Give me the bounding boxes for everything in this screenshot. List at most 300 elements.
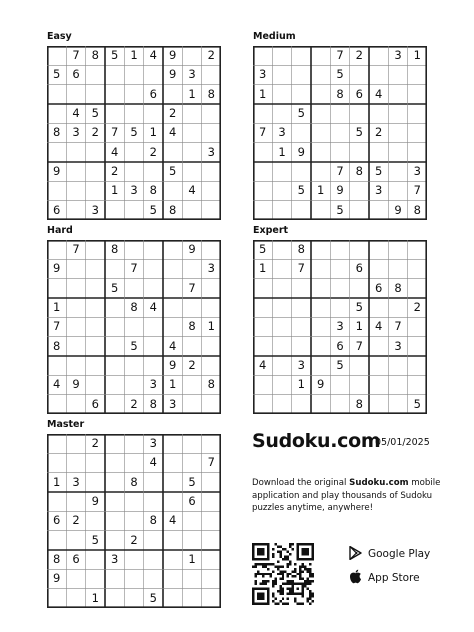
sudoku-cell [163, 473, 182, 492]
sudoku-cell: 8 [91, 48, 99, 62]
sudoku-cell [202, 492, 221, 511]
sudoku-cell [144, 531, 163, 550]
sudoku-cell [272, 46, 291, 65]
puzzle-date: 05/01/2025 [375, 437, 430, 448]
sudoku-cell: 5 [336, 67, 344, 82]
sudoku-cell [163, 85, 182, 104]
sudoku-cell [124, 550, 143, 569]
sudoku-cell [105, 85, 124, 104]
sudoku-cell [408, 317, 427, 336]
sudoku-cell [369, 201, 388, 220]
sudoku-cell: 8 [53, 125, 61, 140]
sudoku-cell [272, 201, 291, 220]
sudoku-cell: 4 [149, 300, 157, 314]
sudoku-cell [47, 492, 66, 511]
sudoku-cell: 3 [149, 377, 157, 392]
sudoku-cell: 9 [317, 377, 325, 392]
sudoku-cell: 8 [355, 396, 363, 411]
sudoku-cell [47, 181, 66, 200]
sudoku-cell [408, 85, 427, 104]
sudoku-cell: 2 [413, 300, 421, 314]
sudoku-cell [388, 259, 407, 278]
sudoku-grid [47, 240, 221, 414]
sudoku-cell [105, 511, 124, 530]
sudoku-cell [124, 511, 143, 530]
sudoku-cell: 7 [413, 183, 421, 198]
sudoku-cell [253, 104, 272, 123]
sudoku-cell: 8 [130, 474, 138, 489]
sudoku-cell [182, 162, 201, 181]
sudoku-cell [86, 143, 105, 162]
sudoku-cell [47, 453, 66, 472]
sudoku-cell [105, 317, 124, 336]
sudoku-cell: 4 [149, 455, 157, 470]
sudoku-cell: 1 [188, 552, 196, 566]
sudoku-cell [86, 337, 105, 356]
sudoku-cell [144, 240, 163, 259]
sudoku-cell: 7 [207, 455, 215, 470]
sudoku-cell: 3 [207, 144, 215, 159]
sudoku-cell [66, 279, 85, 298]
sudoku-cell: 5 [413, 396, 421, 411]
app-store-link[interactable] [349, 569, 420, 587]
sudoku-cell [388, 356, 407, 375]
sudoku-cell [253, 143, 272, 162]
sudoku-cell [330, 123, 349, 142]
app-store-label: App Store [368, 572, 420, 584]
sudoku-cell: 1 [169, 377, 177, 392]
sudoku-cell [408, 143, 427, 162]
sudoku-cell: 6 [336, 338, 344, 353]
sudoku-cell [388, 123, 407, 142]
sudoku-cell: 1 [111, 183, 119, 198]
sudoku-cell [182, 337, 201, 356]
sudoku-cell: 6 [53, 513, 61, 528]
sudoku-cell [47, 279, 66, 298]
sudoku-cell [311, 143, 330, 162]
sudoku-cell: 8 [207, 377, 215, 392]
sudoku-cell [163, 589, 182, 608]
sudoku-cell [86, 162, 105, 181]
sudoku-cell [311, 123, 330, 142]
sudoku-cell: 2 [72, 513, 80, 528]
sudoku-cell [66, 589, 85, 608]
sudoku-cell [202, 181, 221, 200]
sudoku-cell [330, 375, 349, 394]
sudoku-cell [163, 279, 182, 298]
sudoku-cell [144, 317, 163, 336]
sudoku-cell [202, 298, 221, 317]
sudoku-cell: 6 [72, 552, 80, 566]
sudoku-cell [202, 123, 221, 142]
sudoku-cell: 1 [207, 319, 215, 334]
sudoku-cell [388, 65, 407, 84]
sudoku-cell [388, 240, 407, 259]
sudoku-cell [311, 65, 330, 84]
sudoku-cell [105, 434, 124, 453]
sudoku-cell [66, 85, 85, 104]
sudoku-cell: 7 [188, 280, 196, 295]
sudoku-cell: 5 [188, 474, 196, 489]
sudoku-cell [408, 356, 427, 375]
sudoku-cell [350, 240, 369, 259]
sudoku-cell: 8 [169, 202, 177, 217]
sudoku-cell [253, 395, 272, 414]
sudoku-cell [292, 65, 311, 84]
sudoku-cell: 9 [169, 358, 177, 372]
sudoku-cell: 5 [53, 67, 61, 82]
sudoku-cell: 6 [72, 67, 80, 82]
sudoku-cell: 8 [149, 183, 157, 198]
sudoku-cell: 5 [336, 202, 344, 217]
sudoku-cell: 3 [297, 358, 305, 372]
sudoku-cell: 1 [355, 319, 363, 334]
sudoku-cell: 3 [130, 183, 138, 198]
sudoku-cell [66, 434, 85, 453]
sudoku-cell [311, 201, 330, 220]
sudoku-cell [202, 337, 221, 356]
sudoku-cell [124, 492, 143, 511]
sudoku-cell [388, 143, 407, 162]
apple-icon [349, 569, 368, 587]
sudoku-cell [124, 143, 143, 162]
sudoku-cell [144, 65, 163, 84]
sudoku-cell: 1 [130, 48, 138, 62]
google-play-icon [349, 546, 368, 563]
sudoku-cell: 1 [278, 144, 286, 159]
sudoku-cell [47, 589, 66, 608]
sudoku-cell: 7 [72, 242, 80, 256]
sudoku-cell [86, 181, 105, 200]
sudoku-cell [124, 569, 143, 588]
sudoku-cell: 4 [259, 358, 267, 372]
sudoku-cell: 5 [297, 106, 305, 120]
sudoku-cell: 6 [188, 494, 196, 508]
sudoku-cell: 7 [259, 125, 267, 140]
sudoku-cell [202, 589, 221, 608]
sudoku-cell [163, 181, 182, 200]
sudoku-cell [47, 143, 66, 162]
sudoku-cell [105, 531, 124, 550]
sudoku-cell [369, 259, 388, 278]
sudoku-cell [202, 279, 221, 298]
sudoku-cell [369, 104, 388, 123]
sudoku-cell [163, 240, 182, 259]
sudoku-cell [350, 356, 369, 375]
sudoku-cell [202, 240, 221, 259]
sudoku-cell [182, 531, 201, 550]
sudoku-cell [292, 279, 311, 298]
sudoku-cell [182, 201, 201, 220]
sudoku-cell: 1 [297, 377, 305, 392]
puzzle-title: Medium [253, 31, 296, 42]
sudoku-cell [253, 317, 272, 336]
sudoku-cell [66, 181, 85, 200]
sudoku-cell [47, 395, 66, 414]
sudoku-cell [163, 317, 182, 336]
sudoku-cell [105, 201, 124, 220]
puzzle-title: Hard [47, 225, 73, 236]
sudoku-cell [202, 569, 221, 588]
sudoku-cell: 3 [278, 125, 286, 140]
sudoku-cell [47, 356, 66, 375]
sudoku-cell [86, 511, 105, 530]
sudoku-cell [408, 104, 427, 123]
sudoku-cell [311, 259, 330, 278]
sudoku-cell: 9 [336, 183, 344, 198]
sudoku-cell [408, 375, 427, 394]
sudoku-cell: 3 [336, 319, 344, 334]
sudoku-cell [144, 569, 163, 588]
sudoku-cell [330, 298, 349, 317]
sudoku-cell: 1 [91, 590, 99, 605]
sudoku-cell [124, 240, 143, 259]
sudoku-cell: 2 [111, 164, 119, 178]
sudoku-cell: 6 [149, 86, 157, 101]
sudoku-cell [202, 511, 221, 530]
sudoku-cell [66, 298, 85, 317]
sudoku-cell [330, 104, 349, 123]
sudoku-cell [388, 375, 407, 394]
sudoku-cell [66, 337, 85, 356]
sudoku-cell [124, 201, 143, 220]
sudoku-cell [86, 279, 105, 298]
sudoku-cell [105, 453, 124, 472]
sudoku-cell [163, 531, 182, 550]
sudoku-cell [124, 85, 143, 104]
sudoku-cell: 9 [91, 494, 99, 508]
sudoku-grid [253, 46, 427, 220]
sudoku-cell [144, 550, 163, 569]
sudoku-cell [202, 550, 221, 569]
sudoku-cell [182, 511, 201, 530]
sudoku-cell [311, 162, 330, 181]
sudoku-cell: 9 [53, 571, 61, 586]
sudoku-cell [66, 259, 85, 278]
sudoku-cell [202, 162, 221, 181]
sudoku-cell [144, 162, 163, 181]
sudoku-cell [408, 65, 427, 84]
sudoku-cell: 7 [72, 48, 80, 62]
sudoku-cell [163, 434, 182, 453]
sudoku-cell [330, 395, 349, 414]
sudoku-cell [163, 298, 182, 317]
sudoku-grid [47, 46, 221, 220]
sudoku-cell [272, 375, 291, 394]
sudoku-cell [330, 279, 349, 298]
sudoku-cell [292, 317, 311, 336]
sudoku-cell [144, 259, 163, 278]
sudoku-cell: 7 [336, 164, 344, 178]
qr-code-icon[interactable] [252, 543, 314, 605]
sudoku-cell [272, 259, 291, 278]
sudoku-cell: 3 [149, 436, 157, 450]
sudoku-cell: 8 [149, 396, 157, 411]
sudoku-cell [66, 143, 85, 162]
sudoku-cell [311, 85, 330, 104]
brand-logo-text: Sudoku.com [252, 430, 381, 452]
sudoku-cell [388, 298, 407, 317]
sudoku-cell: 5 [297, 183, 305, 198]
sudoku-cell: 5 [336, 358, 344, 372]
sudoku-cell [253, 181, 272, 200]
sudoku-cell [253, 46, 272, 65]
sudoku-cell [86, 259, 105, 278]
sudoku-cell [47, 46, 66, 65]
sudoku-cell [66, 453, 85, 472]
sudoku-cell [272, 181, 291, 200]
sudoku-cell: 4 [375, 319, 383, 334]
sudoku-cell [182, 123, 201, 142]
sudoku-cell: 4 [375, 86, 383, 101]
sudoku-cell [202, 434, 221, 453]
sudoku-cell [182, 104, 201, 123]
sudoku-cell [202, 65, 221, 84]
sudoku-cell: 3 [91, 202, 99, 217]
sudoku-cell [86, 65, 105, 84]
puzzle-title: Easy [47, 31, 72, 42]
sudoku-cell: 8 [53, 338, 61, 353]
sudoku-cell: 7 [111, 125, 119, 140]
sudoku-cell [66, 531, 85, 550]
sudoku-cell: 1 [188, 86, 196, 101]
sudoku-cell: 1 [53, 474, 61, 489]
sudoku-cell [330, 259, 349, 278]
sudoku-cell [86, 569, 105, 588]
sudoku-cell [47, 240, 66, 259]
sudoku-cell [124, 279, 143, 298]
sudoku-cell [388, 85, 407, 104]
sudoku-cell [105, 473, 124, 492]
sudoku-cell: 3 [375, 183, 383, 198]
sudoku-cell [124, 65, 143, 84]
sudoku-cell [86, 240, 105, 259]
sudoku-cell [311, 337, 330, 356]
sudoku-cell [272, 65, 291, 84]
sudoku-cell: 2 [130, 396, 138, 411]
sudoku-cell [163, 259, 182, 278]
sudoku-cell [272, 162, 291, 181]
sudoku-cell [311, 356, 330, 375]
sudoku-cell: 5 [130, 125, 138, 140]
sudoku-cell [272, 337, 291, 356]
sudoku-cell: 3 [394, 338, 402, 353]
sudoku-cell [388, 395, 407, 414]
google-play-link[interactable] [349, 545, 430, 563]
sudoku-cell: 2 [207, 48, 215, 62]
sudoku-cell: 2 [91, 436, 99, 450]
sudoku-cell: 5 [91, 532, 99, 547]
sudoku-cell: 7 [336, 48, 344, 62]
sudoku-cell [105, 375, 124, 394]
sudoku-cell: 7 [130, 261, 138, 276]
sudoku-cell [47, 104, 66, 123]
sudoku-cell [202, 104, 221, 123]
sudoku-cell: 7 [355, 338, 363, 353]
sudoku-cell [182, 434, 201, 453]
sudoku-cell [163, 569, 182, 588]
sudoku-cell [350, 201, 369, 220]
sudoku-cell: 4 [149, 48, 157, 62]
sudoku-cell [272, 240, 291, 259]
sudoku-cell [408, 337, 427, 356]
sudoku-cell [202, 356, 221, 375]
sudoku-cell [105, 395, 124, 414]
sudoku-cell: 8 [297, 242, 305, 256]
sudoku-cell: 3 [413, 164, 421, 178]
sudoku-cell [86, 473, 105, 492]
sudoku-cell [253, 375, 272, 394]
sudoku-cell: 5 [355, 125, 363, 140]
sudoku-cell: 1 [259, 261, 267, 276]
sudoku-cell [350, 65, 369, 84]
sudoku-cell: 8 [149, 513, 157, 528]
sudoku-cell: 6 [355, 261, 363, 276]
sudoku-cell: 5 [259, 242, 267, 256]
sudoku-cell [272, 395, 291, 414]
sudoku-cell [311, 104, 330, 123]
sudoku-cell [124, 589, 143, 608]
sudoku-cell: 8 [130, 300, 138, 314]
sudoku-cell: 1 [149, 125, 157, 140]
sudoku-cell: 8 [394, 280, 402, 295]
sudoku-cell [292, 162, 311, 181]
sudoku-cell [144, 473, 163, 492]
puzzle-title: Expert [253, 225, 289, 236]
sudoku-cell [182, 569, 201, 588]
sudoku-cell [292, 337, 311, 356]
sudoku-cell [144, 356, 163, 375]
sudoku-cell [182, 298, 201, 317]
sudoku-cell: 2 [130, 532, 138, 547]
sudoku-cell: 6 [355, 86, 363, 101]
sudoku-cell [408, 279, 427, 298]
sudoku-cell: 4 [72, 106, 80, 120]
sudoku-cell [124, 434, 143, 453]
sudoku-cell [105, 104, 124, 123]
sudoku-cell [369, 298, 388, 317]
sudoku-cell [182, 46, 201, 65]
sudoku-cell [182, 395, 201, 414]
promo-suffix: mobile application and play thousands of Sudoku puzzles anytime, anywhere! [252, 478, 441, 514]
sudoku-cell: 9 [169, 67, 177, 82]
sudoku-cell [253, 337, 272, 356]
sudoku-cell: 7 [394, 319, 402, 334]
sudoku-cell: 1 [259, 86, 267, 101]
sudoku-cell: 3 [394, 48, 402, 62]
sudoku-cell [163, 550, 182, 569]
sudoku-cell [272, 85, 291, 104]
sudoku-cell [105, 356, 124, 375]
sudoku-cell: 9 [297, 144, 305, 159]
sudoku-cell [350, 104, 369, 123]
sudoku-cell [47, 434, 66, 453]
sudoku-cell [253, 279, 272, 298]
sudoku-cell [272, 104, 291, 123]
sudoku-grid [253, 240, 427, 414]
promo-brand: Sudoku.com [349, 478, 409, 488]
sudoku-cell: 5 [149, 590, 157, 605]
sudoku-cell [369, 240, 388, 259]
sudoku-cell [272, 317, 291, 336]
sudoku-cell: 8 [207, 86, 215, 101]
sudoku-cell: 3 [72, 474, 80, 489]
sudoku-cell: 3 [188, 67, 196, 82]
sudoku-cell: 5 [130, 338, 138, 353]
sudoku-cell [311, 317, 330, 336]
sudoku-cell [292, 201, 311, 220]
sudoku-cell: 5 [149, 202, 157, 217]
